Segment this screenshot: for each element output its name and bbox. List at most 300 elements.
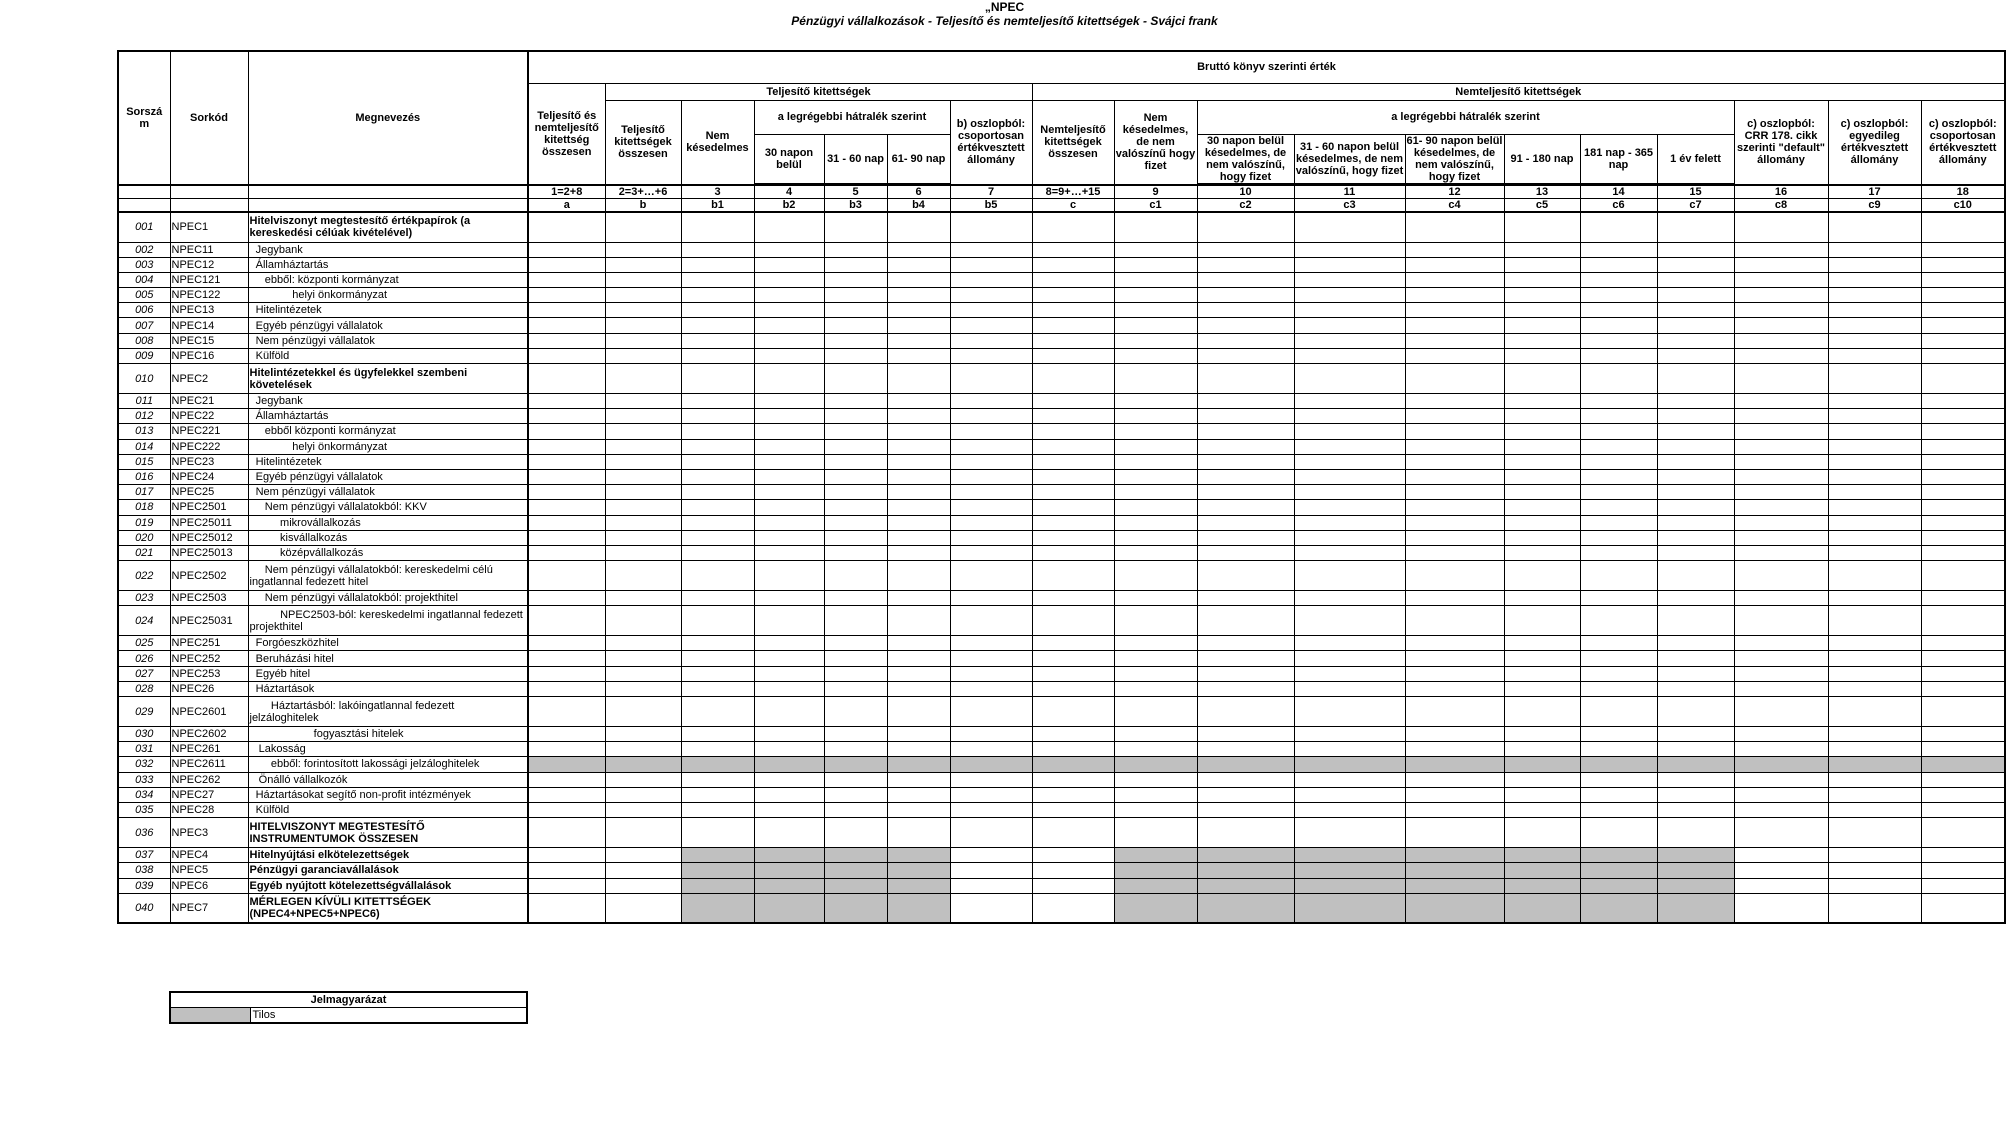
value-cell — [754, 742, 824, 757]
value-cell — [887, 863, 950, 878]
value-cell — [1197, 651, 1294, 666]
value-cell — [1114, 409, 1197, 424]
value-cell — [824, 469, 887, 484]
value-cell — [1580, 893, 1657, 923]
value-cell — [1032, 802, 1114, 817]
header-t-osszesen: Teljesítő kitettségek összesen — [605, 100, 681, 185]
value-cell — [1921, 469, 2005, 484]
value-cell — [1828, 561, 1921, 591]
value-cell — [1921, 757, 2005, 772]
value-cell — [1405, 666, 1504, 681]
col-letter-cell: b5 — [950, 199, 1032, 213]
value-cell — [605, 636, 681, 651]
row-number: 008 — [118, 333, 170, 348]
value-cell — [1504, 818, 1580, 848]
value-cell — [1657, 727, 1734, 742]
value-cell — [1294, 848, 1405, 863]
value-cell — [1405, 893, 1504, 923]
value-cell — [1657, 303, 1734, 318]
value-cell — [1580, 606, 1657, 636]
value-cell — [1828, 666, 1921, 681]
value-cell — [887, 802, 950, 817]
value-cell — [1828, 288, 1921, 303]
value-cell — [528, 651, 605, 666]
value-cell — [824, 242, 887, 257]
value-cell — [1032, 318, 1114, 333]
value-cell — [1580, 424, 1657, 439]
value-cell — [950, 394, 1032, 409]
value-cell — [1405, 742, 1504, 757]
value-cell — [1294, 742, 1405, 757]
value-cell — [681, 545, 754, 560]
row-number: 019 — [118, 515, 170, 530]
value-cell — [1405, 303, 1504, 318]
row-code: NPEC3 — [170, 818, 248, 848]
value-cell — [1032, 348, 1114, 363]
value-cell — [605, 272, 681, 287]
value-cell — [1921, 636, 2005, 651]
table-row — [118, 409, 2005, 424]
row-label: Hitelintézetek — [248, 454, 528, 469]
value-cell — [950, 303, 1032, 318]
value-cell — [824, 288, 887, 303]
table-row — [118, 318, 2005, 333]
value-cell — [887, 893, 950, 923]
value-cell — [681, 606, 754, 636]
value-cell — [1580, 530, 1657, 545]
col-letter-cell: c10 — [1921, 199, 2005, 213]
value-cell — [754, 333, 824, 348]
value-cell — [1114, 636, 1197, 651]
value-cell — [824, 681, 887, 696]
value-cell — [887, 772, 950, 787]
value-cell — [950, 561, 1032, 591]
value-cell — [1828, 469, 1921, 484]
value-cell — [1405, 485, 1504, 500]
header-teljesito-group: Teljesítő kitettségek — [605, 83, 1032, 100]
col-letter-cell: c8 — [1734, 199, 1828, 213]
value-cell — [1504, 424, 1580, 439]
table-row — [118, 636, 2005, 651]
value-cell — [1734, 863, 1828, 878]
value-cell — [528, 212, 605, 242]
value-cell — [681, 787, 754, 802]
col-letter-cell: b — [605, 199, 681, 213]
value-cell — [1657, 515, 1734, 530]
value-cell — [1580, 545, 1657, 560]
value-cell — [1921, 591, 2005, 606]
table-row — [118, 272, 2005, 287]
col-letter-cell: c1 — [1114, 199, 1197, 213]
value-cell — [754, 606, 824, 636]
value-cell — [1504, 666, 1580, 681]
value-cell — [1114, 212, 1197, 242]
row-number: 034 — [118, 787, 170, 802]
value-cell — [1504, 561, 1580, 591]
value-cell — [754, 591, 824, 606]
blank-header-cell — [248, 185, 528, 199]
value-cell — [681, 651, 754, 666]
value-cell — [824, 636, 887, 651]
value-cell — [1032, 409, 1114, 424]
value-cell — [754, 818, 824, 848]
row-number: 017 — [118, 485, 170, 500]
header-n-osszesen: Nemteljesítő kitettségek összesen — [1032, 100, 1114, 185]
value-cell — [1657, 242, 1734, 257]
value-cell — [1294, 394, 1405, 409]
value-cell — [1504, 469, 1580, 484]
row-label: Nem pénzügyi vállalatokból: KKV — [248, 500, 528, 515]
row-code: NPEC121 — [170, 272, 248, 287]
value-cell — [950, 272, 1032, 287]
value-cell — [528, 757, 605, 772]
value-cell — [1197, 727, 1294, 742]
value-cell — [1921, 272, 2005, 287]
blank-header-cell — [118, 199, 170, 213]
value-cell — [528, 272, 605, 287]
table-row — [118, 848, 2005, 863]
value-cell — [1504, 318, 1580, 333]
value-cell — [754, 424, 824, 439]
col-number-cell: 17 — [1828, 185, 1921, 199]
value-cell — [1504, 697, 1580, 727]
value-cell — [681, 818, 754, 848]
value-cell — [1580, 651, 1657, 666]
value-cell — [1734, 530, 1828, 545]
value-cell — [1921, 348, 2005, 363]
value-cell — [1580, 485, 1657, 500]
row-code: NPEC14 — [170, 318, 248, 333]
value-cell — [887, 606, 950, 636]
value-cell — [1657, 697, 1734, 727]
header-n-31-60: 31 - 60 napon belül késedelmes, de nem valószínű, hogy fizet — [1294, 134, 1405, 183]
value-cell — [824, 893, 887, 923]
col-number-cell: 8=9+…+15 — [1032, 185, 1114, 199]
value-cell — [605, 591, 681, 606]
value-cell — [1294, 818, 1405, 848]
value-cell — [1504, 288, 1580, 303]
row-label: Háztartásokat segítő non-profit intézmények — [248, 787, 528, 802]
value-cell — [754, 242, 824, 257]
row-code: NPEC2601 — [170, 697, 248, 727]
value-cell — [887, 272, 950, 287]
value-cell — [887, 818, 950, 848]
value-cell — [1657, 893, 1734, 923]
header-megnevezes: Megnevezés — [248, 51, 528, 185]
value-cell — [1294, 666, 1405, 681]
value-cell — [1504, 636, 1580, 651]
value-cell — [1504, 545, 1580, 560]
value-cell — [1197, 893, 1294, 923]
value-cell — [754, 863, 824, 878]
value-cell — [1504, 530, 1580, 545]
table-row — [118, 878, 2005, 893]
value-cell — [1197, 772, 1294, 787]
value-cell — [1504, 802, 1580, 817]
header-n-hatralek: a legrégebbi hátralék szerint — [1197, 100, 1734, 134]
value-cell — [1405, 515, 1504, 530]
row-code: NPEC6 — [170, 878, 248, 893]
value-cell — [1114, 394, 1197, 409]
value-cell — [754, 893, 824, 923]
form-code: „NPEC — [984, 0, 1025, 14]
value-cell — [1921, 439, 2005, 454]
value-cell — [754, 454, 824, 469]
value-cell — [1405, 454, 1504, 469]
value-cell — [1294, 863, 1405, 878]
value-cell — [528, 727, 605, 742]
value-cell — [1921, 257, 2005, 272]
blank-header-cell — [170, 185, 248, 199]
value-cell — [1197, 757, 1294, 772]
value-cell — [1734, 515, 1828, 530]
legend-table — [169, 991, 528, 1024]
value-cell — [1657, 651, 1734, 666]
value-cell — [681, 863, 754, 878]
row-label: NPEC2503-ból: kereskedelmi ingatlannal fedezett projekthitel — [248, 606, 528, 636]
value-cell — [1657, 318, 1734, 333]
value-cell — [1828, 242, 1921, 257]
value-cell — [754, 515, 824, 530]
value-cell — [528, 787, 605, 802]
col-number-cell: 4 — [754, 185, 824, 199]
value-cell — [1197, 802, 1294, 817]
value-cell — [1504, 272, 1580, 287]
value-cell — [1197, 439, 1294, 454]
value-cell — [754, 212, 824, 242]
value-cell — [605, 545, 681, 560]
value-cell — [754, 802, 824, 817]
value-cell — [1657, 409, 1734, 424]
value-cell — [887, 757, 950, 772]
value-cell — [681, 515, 754, 530]
header-n-181-365: 181 nap - 365 nap — [1580, 134, 1657, 183]
value-cell — [681, 424, 754, 439]
row-number: 013 — [118, 424, 170, 439]
value-cell — [1580, 787, 1657, 802]
value-cell — [887, 303, 950, 318]
value-cell — [605, 242, 681, 257]
value-cell — [1405, 818, 1504, 848]
value-cell — [1734, 409, 1828, 424]
value-cell — [605, 893, 681, 923]
row-number: 036 — [118, 818, 170, 848]
value-cell — [1294, 333, 1405, 348]
row-code: NPEC26 — [170, 681, 248, 696]
value-cell — [1657, 757, 1734, 772]
value-cell — [824, 757, 887, 772]
row-label: Egyéb pénzügyi vállalatok — [248, 318, 528, 333]
row-number: 003 — [118, 257, 170, 272]
row-code: NPEC25011 — [170, 515, 248, 530]
value-cell — [528, 681, 605, 696]
row-label: Forgóeszközhitel — [248, 636, 528, 651]
row-label: HITELVISZONYT MEGTESTESÍTŐ INSTRUMENTUMOK ÖSSZESEN — [248, 818, 528, 848]
value-cell — [1405, 757, 1504, 772]
row-code: NPEC25031 — [170, 606, 248, 636]
value-cell — [950, 697, 1032, 727]
value-cell — [887, 787, 950, 802]
value-cell — [1294, 500, 1405, 515]
value-cell — [950, 802, 1032, 817]
row-number: 027 — [118, 666, 170, 681]
header-n-30: 30 napon belül késedelmes, de nem valószínű, hogy fizet — [1197, 134, 1294, 183]
value-cell — [824, 424, 887, 439]
value-cell — [1294, 424, 1405, 439]
form-subtitle: Pénzügyi vállalkozások - Teljesítő és nemteljesítő kitettségek - Svájci frank — [791, 14, 1218, 28]
value-cell — [1921, 515, 2005, 530]
value-cell — [1828, 409, 1921, 424]
row-label: Egyéb nyújtott kötelezettségvállalások — [248, 878, 528, 893]
value-cell — [950, 591, 1032, 606]
row-number: 012 — [118, 409, 170, 424]
value-cell — [528, 439, 605, 454]
value-cell — [528, 454, 605, 469]
value-cell — [1828, 863, 1921, 878]
value-cell — [1504, 757, 1580, 772]
value-cell — [1921, 666, 2005, 681]
row-number: 024 — [118, 606, 170, 636]
value-cell — [754, 666, 824, 681]
value-cell — [681, 303, 754, 318]
value-cell — [1032, 303, 1114, 318]
value-cell — [1405, 606, 1504, 636]
row-code: NPEC221 — [170, 424, 248, 439]
row-number: 007 — [118, 318, 170, 333]
value-cell — [1580, 409, 1657, 424]
value-cell — [605, 530, 681, 545]
value-cell — [528, 500, 605, 515]
value-cell — [1032, 485, 1114, 500]
value-cell — [1657, 561, 1734, 591]
value-cell — [1032, 530, 1114, 545]
value-cell — [887, 394, 950, 409]
value-cell — [1921, 530, 2005, 545]
row-number: 037 — [118, 848, 170, 863]
value-cell — [1032, 818, 1114, 848]
value-cell — [950, 409, 1032, 424]
value-cell — [1504, 348, 1580, 363]
value-cell — [754, 303, 824, 318]
value-cell — [1114, 681, 1197, 696]
value-cell — [754, 561, 824, 591]
row-code: NPEC122 — [170, 288, 248, 303]
row-label: Külföld — [248, 348, 528, 363]
value-cell — [950, 288, 1032, 303]
table-row — [118, 454, 2005, 469]
value-cell — [887, 848, 950, 863]
value-cell — [1734, 802, 1828, 817]
value-cell — [754, 409, 824, 424]
row-label: ebből központi kormányzat — [248, 424, 528, 439]
value-cell — [1921, 727, 2005, 742]
value-cell — [1294, 606, 1405, 636]
value-cell — [1828, 802, 1921, 817]
value-cell — [1828, 591, 1921, 606]
row-label: Egyéb hitel — [248, 666, 528, 681]
row-code: NPEC25 — [170, 485, 248, 500]
value-cell — [1197, 515, 1294, 530]
value-cell — [1657, 818, 1734, 848]
value-cell — [1580, 303, 1657, 318]
value-cell — [681, 878, 754, 893]
value-cell — [1921, 893, 2005, 923]
row-label: Hitelintézetekkel és ügyfelekkel szembeni követelések — [248, 364, 528, 394]
legend-item-label: Tilos — [250, 1008, 527, 1024]
value-cell — [1734, 818, 1828, 848]
value-cell — [754, 500, 824, 515]
value-cell — [681, 409, 754, 424]
value-cell — [1580, 394, 1657, 409]
value-cell — [681, 802, 754, 817]
value-cell — [1657, 530, 1734, 545]
value-cell — [754, 636, 824, 651]
value-cell — [1405, 318, 1504, 333]
value-cell — [824, 364, 887, 394]
table-row — [118, 697, 2005, 727]
value-cell — [1294, 348, 1405, 363]
row-label: ebből: központi kormányzat — [248, 272, 528, 287]
value-cell — [1405, 787, 1504, 802]
value-cell — [1504, 848, 1580, 863]
value-cell — [887, 257, 950, 272]
value-cell — [605, 606, 681, 636]
row-label: Egyéb pénzügyi vállalatok — [248, 469, 528, 484]
col-letter-cell: c6 — [1580, 199, 1657, 213]
row-number: 002 — [118, 242, 170, 257]
value-cell — [1921, 848, 2005, 863]
value-cell — [1734, 697, 1828, 727]
col-number-cell: 18 — [1921, 185, 2005, 199]
value-cell — [824, 272, 887, 287]
value-cell — [1828, 878, 1921, 893]
value-cell — [605, 333, 681, 348]
value-cell — [1657, 212, 1734, 242]
value-cell — [1114, 878, 1197, 893]
row-code: NPEC25012 — [170, 530, 248, 545]
value-cell — [1294, 636, 1405, 651]
value-cell — [1921, 318, 2005, 333]
table-row — [118, 469, 2005, 484]
value-cell — [1580, 727, 1657, 742]
value-cell — [1828, 742, 1921, 757]
value-cell — [1504, 727, 1580, 742]
value-cell — [1580, 288, 1657, 303]
row-code: NPEC15 — [170, 333, 248, 348]
value-cell — [1197, 364, 1294, 394]
table-row — [118, 606, 2005, 636]
value-cell — [1657, 257, 1734, 272]
value-cell — [1114, 697, 1197, 727]
value-cell — [887, 727, 950, 742]
value-cell — [754, 439, 824, 454]
value-cell — [950, 848, 1032, 863]
value-cell — [1921, 333, 2005, 348]
value-cell — [528, 878, 605, 893]
value-cell — [824, 818, 887, 848]
value-cell — [605, 802, 681, 817]
value-cell — [1197, 454, 1294, 469]
row-number: 014 — [118, 439, 170, 454]
value-cell — [1197, 681, 1294, 696]
row-number: 015 — [118, 454, 170, 469]
value-cell — [1032, 561, 1114, 591]
value-cell — [1405, 697, 1504, 727]
value-cell — [1828, 651, 1921, 666]
value-cell — [887, 666, 950, 681]
value-cell — [1197, 409, 1294, 424]
row-number: 001 — [118, 212, 170, 242]
